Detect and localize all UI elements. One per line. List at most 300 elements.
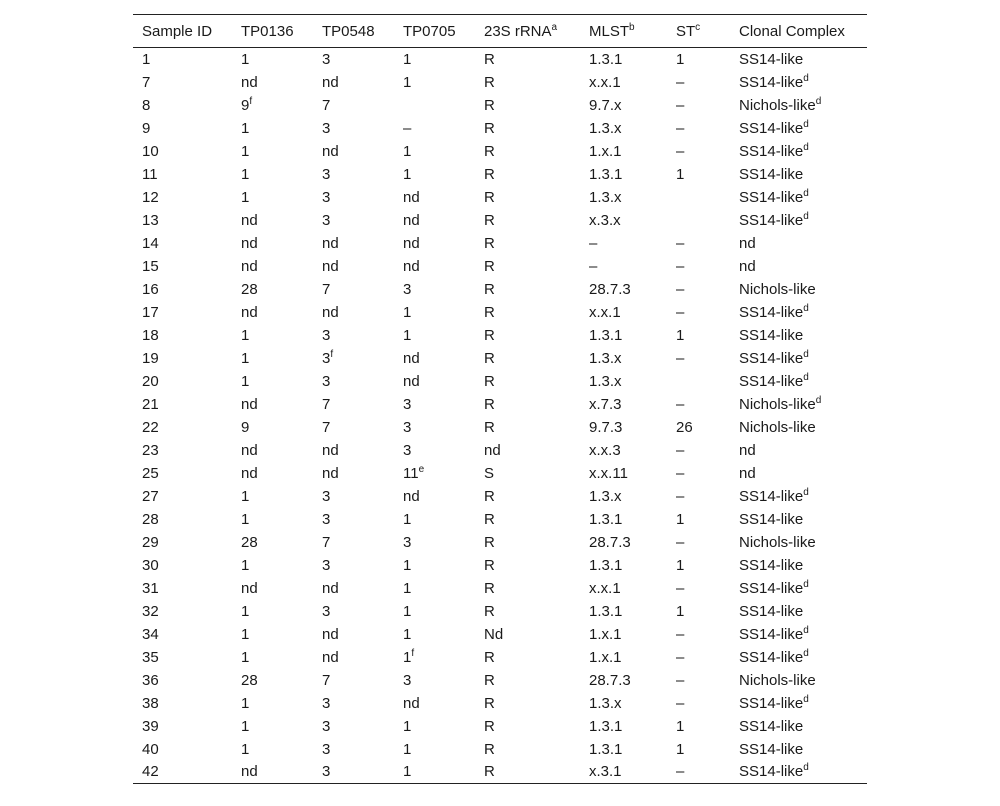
cell-value: R (484, 740, 495, 758)
cell-23s-rrna (475, 278, 580, 301)
cell-tp0136 (232, 209, 313, 232)
cell-value: 28.7.3 (589, 533, 631, 551)
cell-value: – (676, 464, 685, 482)
cell-st (667, 738, 730, 761)
cell-tp0705 (394, 485, 475, 508)
cell-st (667, 715, 730, 738)
cell-value: 28 (142, 510, 159, 528)
cell-value: 14 (142, 234, 159, 252)
cell-tp0136 (232, 462, 313, 485)
cell-clonal-complex (730, 163, 867, 186)
cell-value: 11 (142, 165, 158, 183)
cell-value: 7 (142, 73, 151, 91)
cell-tp0548 (313, 301, 394, 324)
cell-value: 1 (241, 188, 250, 206)
cell-value: 1 (241, 50, 250, 68)
cell-value: 1 (676, 602, 685, 620)
cell-value: 17 (142, 303, 159, 321)
cell-value: R (484, 119, 495, 137)
cell-value: 9.7.3 (589, 418, 623, 436)
cell-tp0136 (232, 554, 313, 577)
cell-value: R (484, 533, 495, 551)
cell-value: 3 (322, 694, 331, 712)
cell-value: 1 (403, 579, 412, 597)
cell-value: 1 (403, 50, 412, 68)
cell-value: nd (403, 234, 420, 252)
cell-value: SS14-like (739, 717, 804, 735)
cell-23s-rrna (475, 347, 580, 370)
cell-value: R (484, 50, 495, 68)
cell-mlst (580, 554, 667, 577)
cell-tp0548 (313, 117, 394, 140)
cell-tp0136 (232, 600, 313, 623)
cell-value: 3 (322, 556, 331, 574)
cell-value: 7 (322, 280, 331, 298)
cell-tp0548 (313, 71, 394, 94)
footnote-marker: d (803, 578, 809, 590)
footnote-marker: d (803, 693, 809, 705)
cell-value: 1 (241, 165, 250, 183)
cell-value: SS14-like (739, 349, 804, 367)
cell-value: R (484, 602, 495, 620)
cell-value: 31 (142, 579, 159, 597)
cell-value: R (484, 211, 495, 229)
cell-value: 1 (403, 648, 412, 666)
cell-tp0705 (394, 761, 475, 784)
cell-value: 3 (322, 740, 331, 758)
cell-value: SS14-like (739, 50, 804, 68)
cell-tp0548 (313, 669, 394, 692)
cell-value: R (484, 717, 495, 735)
cell-value: 3 (322, 119, 331, 137)
cell-23s-rrna (475, 140, 580, 163)
cell-value: SS14-like (739, 142, 804, 160)
cell-clonal-complex (730, 255, 867, 278)
cell-23s-rrna (475, 508, 580, 531)
cell-tp0548 (313, 577, 394, 600)
cell-value: 29 (142, 533, 159, 551)
cell-st (667, 117, 730, 140)
cell-sample-id (133, 761, 232, 784)
cell-value: x.x.1 (589, 303, 621, 321)
cell-tp0548 (313, 462, 394, 485)
cell-value: 1 (241, 487, 250, 505)
cell-sample-id (133, 347, 232, 370)
cell-mlst (580, 531, 667, 554)
cell-value: R (484, 671, 495, 689)
footnote-marker: d (803, 187, 809, 199)
cell-mlst (580, 186, 667, 209)
header-mlst (580, 15, 667, 48)
cell-23s-rrna (475, 324, 580, 347)
cell-23s-rrna (475, 577, 580, 600)
cell-value: 1 (241, 510, 250, 528)
cell-tp0548 (313, 531, 394, 554)
cell-clonal-complex (730, 462, 867, 485)
table-row (133, 140, 867, 163)
cell-23s-rrna (475, 393, 580, 416)
cell-st (667, 209, 730, 232)
cell-value: 9 (142, 119, 151, 137)
cell-value: 1.3.1 (589, 602, 623, 620)
cell-clonal-complex (730, 531, 867, 554)
cell-tp0705 (394, 48, 475, 71)
cell-tp0548 (313, 485, 394, 508)
cell-sample-id (133, 439, 232, 462)
cell-sample-id (133, 163, 232, 186)
cell-value: – (676, 142, 685, 160)
cell-clonal-complex (730, 715, 867, 738)
cell-mlst (580, 117, 667, 140)
header-label: TP0548 (322, 22, 375, 40)
cell-value: – (676, 119, 685, 137)
footnote-marker: d (803, 486, 809, 498)
cell-tp0136 (232, 761, 313, 784)
cell-value: SS14-like (739, 119, 804, 137)
cell-23s-rrna (475, 209, 580, 232)
cell-tp0136 (232, 117, 313, 140)
cell-value: 3 (322, 188, 331, 206)
cell-value: nd (241, 763, 258, 781)
cell-value: 1 (241, 556, 250, 574)
cell-value: nd (403, 372, 420, 390)
cell-value: 3 (403, 441, 412, 459)
cell-tp0136 (232, 531, 313, 554)
cell-value: 1 (403, 303, 412, 321)
table-row (133, 117, 867, 140)
footnote-marker: d (803, 72, 809, 84)
cell-value: nd (322, 234, 339, 252)
table-row (133, 232, 867, 255)
cell-value: nd (241, 579, 258, 597)
cell-value: 28 (241, 280, 258, 298)
cell-value: 7 (322, 671, 331, 689)
cell-sample-id (133, 738, 232, 761)
cell-clonal-complex (730, 71, 867, 94)
header-tp0705 (394, 15, 475, 48)
cell-clonal-complex (730, 439, 867, 462)
cell-tp0548 (313, 347, 394, 370)
cell-value: nd (241, 234, 258, 252)
cell-tp0136 (232, 577, 313, 600)
cell-23s-rrna (475, 692, 580, 715)
cell-value: nd (739, 441, 756, 459)
cell-tp0548 (313, 278, 394, 301)
cell-value: 39 (142, 717, 159, 735)
cell-value: R (484, 165, 495, 183)
cell-st (667, 439, 730, 462)
footnote-marker: f (330, 348, 334, 360)
cell-tp0548 (313, 186, 394, 209)
cell-value: nd (403, 211, 420, 229)
cell-value: 13 (142, 211, 159, 229)
cell-mlst (580, 301, 667, 324)
cell-tp0548 (313, 646, 394, 669)
cell-value: 9.7.x (589, 96, 622, 114)
cell-clonal-complex (730, 393, 867, 416)
cell-tp0705 (394, 508, 475, 531)
cell-sample-id (133, 462, 232, 485)
cell-mlst (580, 278, 667, 301)
cell-23s-rrna (475, 370, 580, 393)
cell-tp0548 (313, 439, 394, 462)
cell-sample-id (133, 324, 232, 347)
cell-value: nd (403, 188, 420, 206)
cell-clonal-complex (730, 554, 867, 577)
cell-value: 1 (241, 349, 250, 367)
cell-tp0705 (394, 370, 475, 393)
cell-tp0548 (313, 209, 394, 232)
table-row (133, 324, 867, 347)
cell-value: 3 (403, 671, 412, 689)
footnote-marker: a (551, 21, 558, 33)
cell-value: nd (322, 625, 339, 643)
footnote-marker: f (249, 95, 253, 107)
cell-value: 28.7.3 (589, 280, 631, 298)
table-row (133, 370, 867, 393)
cell-value: 28.7.3 (589, 671, 631, 689)
footnote-marker: d (803, 302, 809, 314)
cell-value: 1 (676, 740, 685, 758)
cell-value: R (484, 694, 495, 712)
cell-value: 12 (142, 188, 159, 206)
cell-value: 1 (403, 556, 412, 574)
cell-value: 1.3.1 (589, 510, 623, 528)
cell-st (667, 370, 730, 393)
cell-value: – (676, 763, 685, 781)
cell-value: 1 (676, 326, 685, 344)
cell-tp0705 (394, 738, 475, 761)
cell-value: 1 (676, 510, 685, 528)
cell-sample-id (133, 531, 232, 554)
cell-value: 28 (241, 533, 258, 551)
cell-mlst (580, 462, 667, 485)
cell-tp0136 (232, 48, 313, 71)
cell-tp0548 (313, 324, 394, 347)
cell-value: Nd (484, 625, 504, 643)
cell-clonal-complex (730, 324, 867, 347)
cell-value: R (484, 395, 495, 413)
cell-mlst (580, 94, 667, 117)
footnote-marker: d (803, 624, 809, 636)
cell-sample-id (133, 48, 232, 71)
cell-23s-rrna (475, 416, 580, 439)
cell-value: 1 (403, 602, 412, 620)
cell-value: nd (322, 441, 339, 459)
cell-tp0548 (313, 140, 394, 163)
cell-st (667, 692, 730, 715)
cell-value: nd (403, 257, 420, 275)
cell-value: 8 (142, 96, 151, 114)
table-row (133, 485, 867, 508)
cell-value: nd (241, 257, 258, 275)
cell-tp0705 (394, 531, 475, 554)
cell-value: R (484, 579, 495, 597)
cell-value: 1 (142, 50, 151, 68)
cell-st (667, 255, 730, 278)
cell-23s-rrna (475, 232, 580, 255)
cell-23s-rrna (475, 554, 580, 577)
cell-mlst (580, 485, 667, 508)
cell-value: 1.3.1 (589, 165, 623, 183)
cell-value: nd (739, 257, 756, 275)
cell-tp0705 (394, 347, 475, 370)
cell-value: nd (241, 73, 258, 91)
cell-clonal-complex (730, 623, 867, 646)
cell-value: – (676, 648, 685, 666)
cell-value: S (484, 464, 495, 482)
cell-value: 1 (403, 625, 412, 643)
cell-value: 9 (241, 96, 250, 114)
table-row (133, 623, 867, 646)
cell-value: x.x.1 (589, 73, 621, 91)
cell-mlst (580, 324, 667, 347)
cell-tp0705 (394, 209, 475, 232)
cell-value: 3 (403, 395, 412, 413)
cell-value: nd (322, 142, 339, 160)
cell-clonal-complex (730, 761, 867, 784)
cell-value: 1 (241, 602, 250, 620)
cell-st (667, 577, 730, 600)
cell-clonal-complex (730, 600, 867, 623)
cell-23s-rrna (475, 301, 580, 324)
header-23s-rrna (475, 15, 580, 48)
cell-23s-rrna (475, 761, 580, 784)
cell-value: SS14-like (739, 602, 804, 620)
cell-tp0136 (232, 370, 313, 393)
table-row (133, 186, 867, 209)
cell-tp0136 (232, 416, 313, 439)
footnote-marker: d (803, 647, 809, 659)
cell-value: 3 (322, 211, 331, 229)
cell-tp0548 (313, 554, 394, 577)
cell-st (667, 531, 730, 554)
cell-tp0136 (232, 646, 313, 669)
cell-value: SS14-like (739, 740, 804, 758)
cell-tp0705 (394, 140, 475, 163)
cell-st (667, 71, 730, 94)
cell-mlst (580, 623, 667, 646)
genotyping-table-container (133, 14, 867, 784)
cell-value: Nichols-like (739, 96, 816, 114)
cell-value: nd (322, 73, 339, 91)
cell-value: SS14-like (739, 556, 804, 574)
cell-mlst (580, 715, 667, 738)
cell-value: 1 (241, 372, 250, 390)
cell-tp0705 (394, 324, 475, 347)
cell-value: 1 (403, 73, 412, 91)
cell-23s-rrna (475, 462, 580, 485)
cell-sample-id (133, 485, 232, 508)
cell-tp0548 (313, 393, 394, 416)
cell-value: R (484, 763, 495, 781)
footnote-marker: c (695, 21, 701, 33)
cell-tp0548 (313, 623, 394, 646)
cell-mlst (580, 646, 667, 669)
cell-value: 1.3.1 (589, 717, 623, 735)
cell-value: 1 (403, 717, 412, 735)
cell-clonal-complex (730, 209, 867, 232)
cell-value: 1.x.1 (589, 625, 622, 643)
cell-value: Nichols-like (739, 280, 816, 298)
cell-value: R (484, 96, 495, 114)
cell-mlst (580, 600, 667, 623)
cell-23s-rrna (475, 186, 580, 209)
cell-value: 36 (142, 671, 159, 689)
cell-value: – (676, 533, 685, 551)
cell-tp0548 (313, 600, 394, 623)
cell-sample-id (133, 278, 232, 301)
cell-value: 19 (142, 349, 159, 367)
header-label: TP0136 (241, 22, 294, 40)
cell-tp0548 (313, 48, 394, 71)
table-row (133, 508, 867, 531)
cell-tp0136 (232, 485, 313, 508)
header-row (133, 15, 867, 48)
cell-tp0136 (232, 623, 313, 646)
cell-value: nd (484, 441, 501, 459)
cell-value: 1.3.1 (589, 50, 623, 68)
cell-sample-id (133, 416, 232, 439)
cell-mlst (580, 416, 667, 439)
cell-mlst (580, 209, 667, 232)
cell-value: R (484, 349, 495, 367)
cell-clonal-complex (730, 646, 867, 669)
cell-st (667, 623, 730, 646)
cell-tp0705 (394, 692, 475, 715)
cell-value: 7 (322, 96, 331, 114)
cell-value: 40 (142, 740, 159, 758)
cell-value: SS14-like (739, 763, 804, 781)
cell-tp0705 (394, 232, 475, 255)
table-row (133, 163, 867, 186)
cell-st (667, 600, 730, 623)
cell-23s-rrna (475, 738, 580, 761)
cell-tp0548 (313, 715, 394, 738)
cell-tp0705 (394, 117, 475, 140)
cell-value: SS14-like (739, 73, 804, 91)
cell-clonal-complex (730, 485, 867, 508)
cell-clonal-complex (730, 278, 867, 301)
cell-tp0705 (394, 301, 475, 324)
cell-clonal-complex (730, 117, 867, 140)
cell-tp0136 (232, 301, 313, 324)
cell-value: 1.3.x (589, 487, 622, 505)
table-row (133, 669, 867, 692)
cell-value: R (484, 418, 495, 436)
cell-value: 21 (142, 395, 159, 413)
table-row (133, 48, 867, 71)
cell-value: 35 (142, 648, 159, 666)
cell-23s-rrna (475, 600, 580, 623)
cell-value: 27 (142, 487, 159, 505)
cell-tp0136 (232, 692, 313, 715)
cell-value: 1.3.x (589, 372, 622, 390)
cell-value: nd (739, 234, 756, 252)
cell-value: 1 (676, 717, 685, 735)
cell-tp0705 (394, 94, 475, 117)
cell-value: 22 (142, 418, 159, 436)
table-row (133, 600, 867, 623)
table-row (133, 554, 867, 577)
footnote-marker: f (411, 647, 415, 659)
cell-value: – (676, 694, 685, 712)
cell-tp0705 (394, 393, 475, 416)
cell-value: x.3.x (589, 211, 621, 229)
cell-value: nd (322, 579, 339, 597)
cell-value: x.x.3 (589, 441, 621, 459)
cell-sample-id (133, 623, 232, 646)
